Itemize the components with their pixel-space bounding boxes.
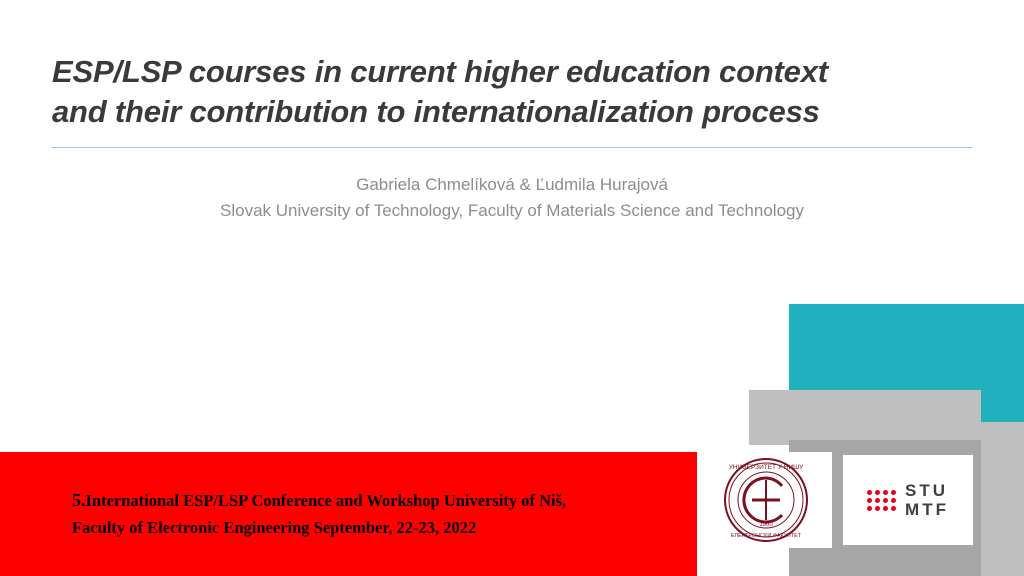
- title-divider: [52, 147, 972, 148]
- authors-affiliation: Slovak University of Technology, Faculty of Materials Science and Technology: [220, 201, 804, 220]
- svg-text:УНИВЕРЗИТЕТ У НИШУ: УНИВЕРЗИТЕТ У НИШУ: [728, 464, 803, 471]
- stu-mtf-wordmark: [905, 481, 949, 519]
- stu-dot-grid-icon: [867, 490, 896, 511]
- footer-line-1: International ESP/LSP Conference and Workshop University of Niš,: [85, 491, 567, 510]
- stu-mtf-logo: [843, 455, 973, 545]
- authors-names: Gabriela Chmelíková & Ľudmila Hurajová: [356, 175, 668, 194]
- university-of-nis-seal-icon: [716, 456, 816, 544]
- authors-block: [52, 172, 972, 224]
- svg-text:ЕЛЕКТРОНСКИ ФАКУЛТЕТ: ЕЛЕКТРОНСКИ ФАКУЛТЕТ: [730, 533, 801, 539]
- footer-conference-text: [72, 487, 672, 541]
- slide-title-line-1: ESP/LSP courses in current higher education context: [52, 54, 828, 89]
- footer-line-2: Faculty of Electronic Engineering September, 22-23, 2022: [72, 518, 477, 537]
- stu-logo-line-2: MTF: [905, 500, 949, 519]
- stu-logo-line-1: STU: [905, 481, 949, 500]
- university-of-nis-logo: [699, 452, 832, 548]
- slide-title-line-2: and their contribution to internationalization process: [52, 94, 820, 129]
- footer-edition-number: 5.: [72, 490, 86, 510]
- title-block: [52, 52, 972, 132]
- svg-text:1960: 1960: [758, 522, 773, 528]
